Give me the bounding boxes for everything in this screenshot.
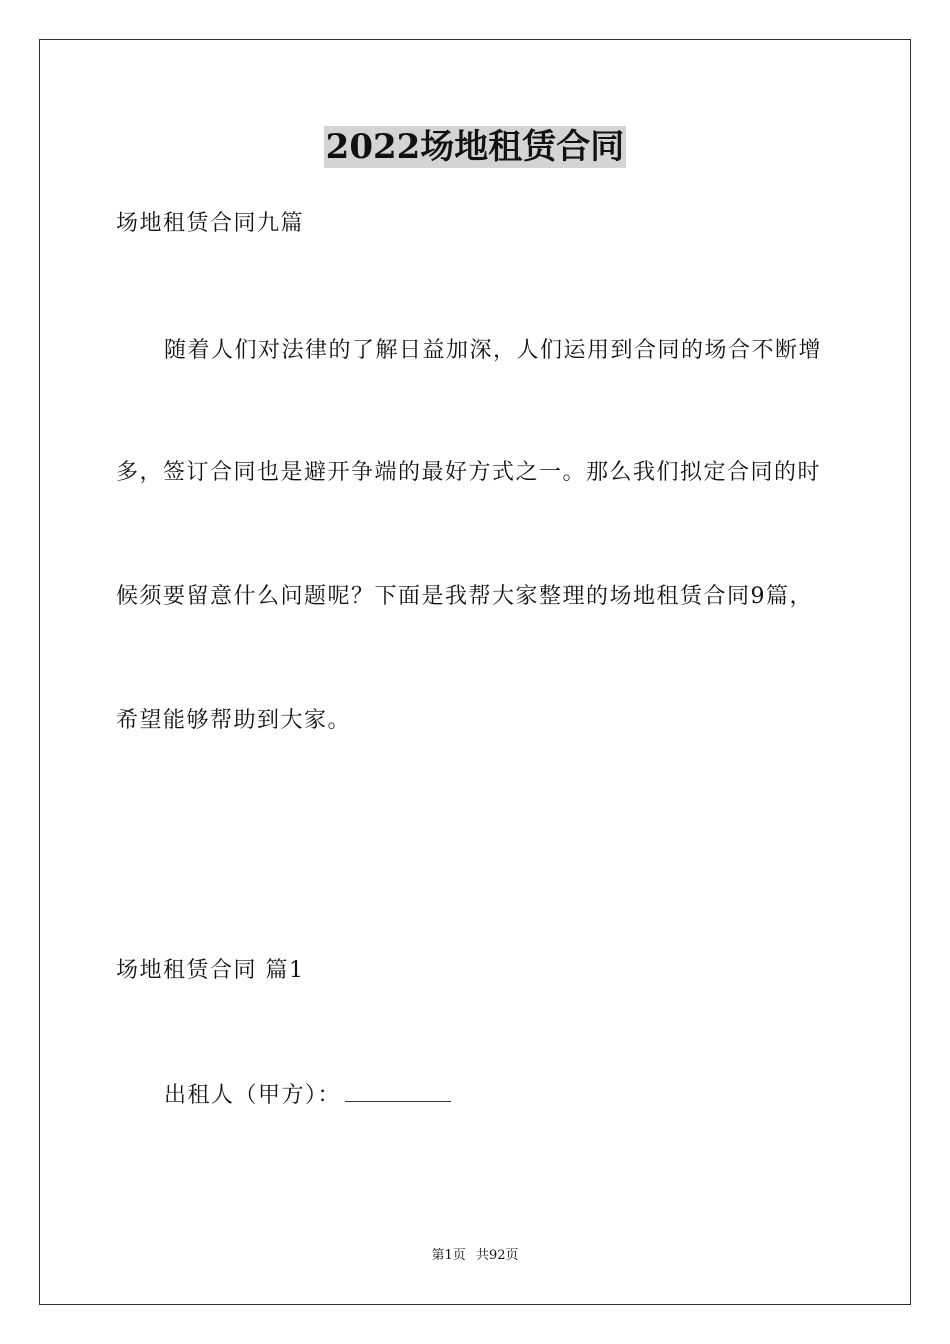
intro-line-1: 随着人们对法律的了解日益加深，人们运用到合同的场合不断增 bbox=[164, 338, 823, 363]
page-footer bbox=[0, 1247, 950, 1265]
page-number: 第1页 bbox=[431, 1248, 466, 1263]
title-wrap bbox=[0, 126, 950, 168]
document-title: 2022场地租赁合同 bbox=[325, 127, 625, 167]
intro-line-3: 候须要留意什么问题呢？下面是我帮大家整理的场地租赁合同9篇， bbox=[116, 584, 813, 609]
party-line bbox=[164, 1081, 451, 1111]
document-subtitle: 场地租赁合同九篇 bbox=[116, 211, 305, 236]
party-label: 出租人（甲方）： bbox=[164, 1083, 342, 1108]
section-heading: 场地租赁合同 篇1 bbox=[116, 958, 305, 983]
intro-line-2: 多，签订合同也是避开争端的最好方式之一。那么我们拟定合同的时 bbox=[116, 460, 822, 485]
intro-line-4: 希望能够帮助到大家。 bbox=[116, 708, 352, 733]
page-total: 共92页 bbox=[475, 1248, 519, 1263]
party-name-blank[interactable] bbox=[345, 1081, 451, 1102]
